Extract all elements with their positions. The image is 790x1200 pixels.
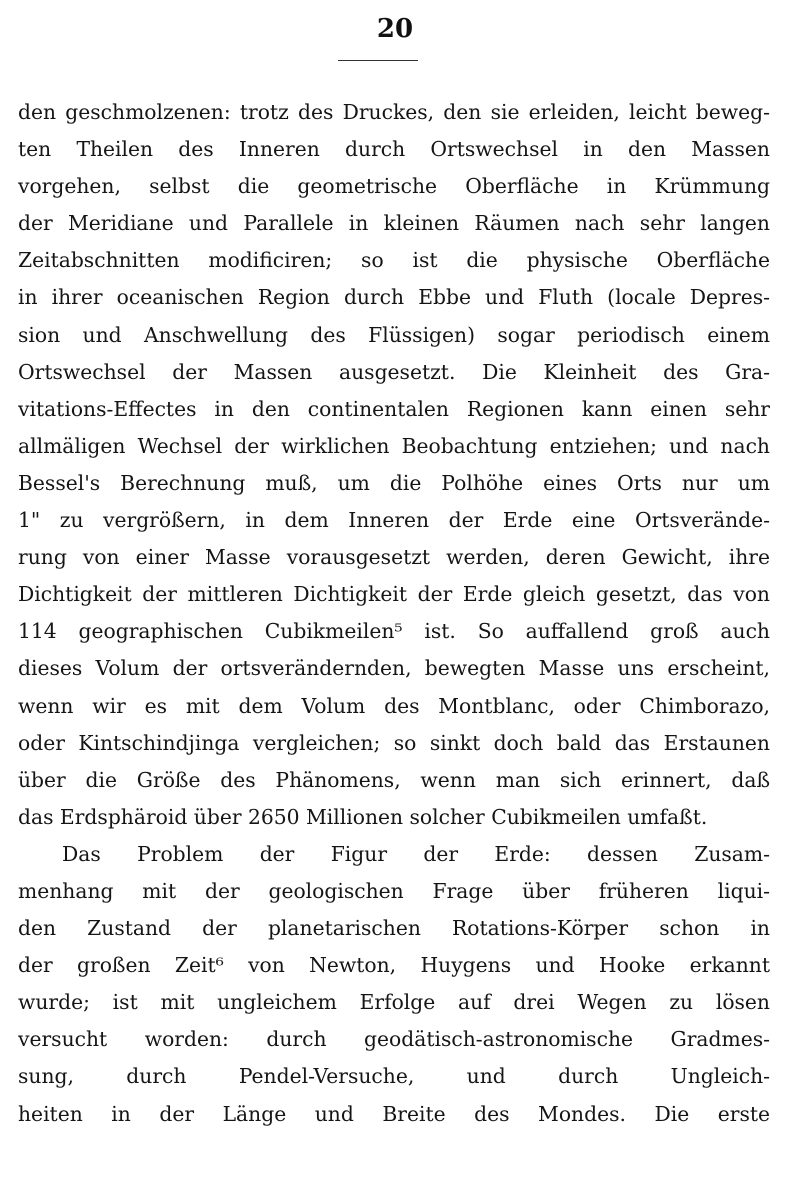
text-line: Das Problem der Figur der Erde: dessen Zusam- (62, 841, 770, 866)
text-line: Bessel's Berechnung muß, um die Polhöhe eines Orts nur um (18, 470, 770, 495)
text-line: heiten in der Länge und Breite des Mondes. Die erste (18, 1101, 770, 1126)
text-line: den Zustand der planetarischen Rotations-Körper schon in (18, 916, 770, 941)
text-line: in ihrer oceanischen Region durch Ebbe und Fluth (locale Depres- (18, 285, 770, 310)
text-line: Dichtigkeit der mittleren Dichtigkeit der Erde gleich gesetzt, das von (18, 582, 770, 607)
text-line: sung, durch Pendel-Versuche, und durch Ungleich- (18, 1064, 770, 1089)
text-line: 114 geographischen Cubikmeilen⁵ ist. So auffallend groß auch (18, 619, 770, 644)
text-line: der großen Zeit⁶ von Newton, Huygens und Hooke erkannt (18, 953, 770, 978)
text-line: das Erdsphäroid über 2650 Millionen solcher Cubikmeilen umfaßt. (18, 804, 708, 829)
text-line: Ortswechsel der Massen ausgesetzt. Die Kleinheit des Gra- (18, 359, 770, 384)
text-line: über die Größe des Phänomens, wenn man sich erinnert, daß (18, 767, 770, 792)
text-line: ten Theilen des Inneren durch Ortswechsel in den Massen (18, 137, 770, 162)
text-line: 1" zu vergrößern, in dem Inneren der Erde eine Ortsverände- (18, 508, 770, 533)
text-line: dieses Volum der ortsverändernden, bewegten Masse uns erscheint, (18, 656, 770, 681)
text-line: wenn wir es mit dem Volum des Montblanc, oder Chimborazo, (18, 693, 770, 718)
text-line: oder Kintschindjinga vergleichen; so sinkt doch bald das Erstaunen (18, 730, 770, 755)
header-rule (338, 60, 418, 61)
text-line: vitations-Effectes in den continentalen Regionen kann einen sehr (18, 396, 770, 421)
text-line: Zeitabschnitten modificiren; so ist die physische Oberfläche (18, 248, 770, 273)
text-line: versucht worden: durch geodätisch-astronomische Gradmes- (18, 1027, 770, 1052)
text-line: vorgehen, selbst die geometrische Oberfläche in Krümmung (18, 174, 770, 199)
text-line: wurde; ist mit ungleichem Erfolge auf drei Wegen zu lösen (18, 990, 770, 1015)
text-line: den geschmolzenen: trotz des Druckes, den sie erleiden, leicht beweg- (18, 100, 770, 124)
text-line: allmäligen Wechsel der wirklichen Beobachtung entziehen; und nach (18, 433, 770, 458)
text-line: sion und Anschwellung des Flüssigen) sogar periodisch einem (18, 322, 770, 347)
body-text (18, 94, 770, 1133)
text-line: rung von einer Masse vorausgesetzt werden, deren Gewicht, ihre (18, 545, 770, 570)
page-number: 20 (376, 14, 414, 44)
text-line: menhang mit der geologischen Frage über früheren liqui- (18, 878, 770, 903)
text-line: der Meridiane und Parallele in kleinen Räumen nach sehr langen (18, 211, 770, 236)
